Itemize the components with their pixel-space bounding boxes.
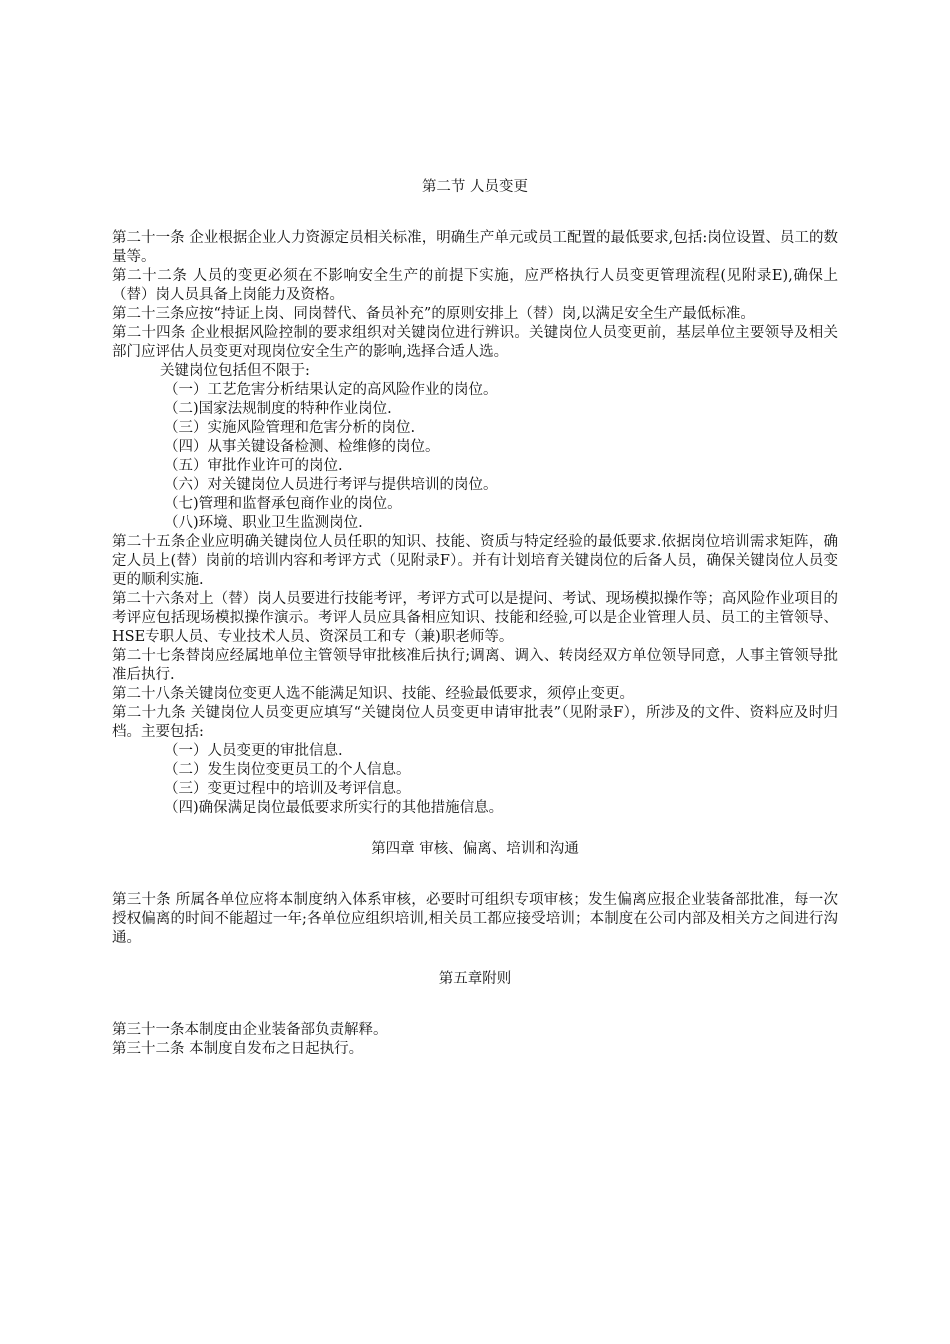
spacer (112, 948, 838, 970)
article-25: 第二十五条企业应明确关键岗位人员任职的知识、技能、资质与特定经验的最低要求.依据岗位培训需求矩阵，确定人员上(替）岗前的培训内容和考评方式（见附录F）。并有计划培育关键岗位的后备人员，确保关键岗位人员变更的顺利实施. (112, 534, 838, 588)
article-24-item: （四）从事关键设备检测、检维修的岗位。 (164, 439, 440, 455)
article-29-item: （二）发生岗位变更员工的个人信息。 (164, 762, 411, 778)
spacer (112, 989, 838, 1021)
spacer (112, 859, 838, 891)
document-body (112, 178, 838, 1059)
article-24-item: （一）工艺危害分析结果认定的高风险作业的岗位。 (164, 382, 498, 398)
spacer (112, 197, 838, 229)
article-24-item: （七)管理和监督承包商作业的岗位。 (164, 496, 402, 512)
article-24: 第二十四条 企业根据风险控制的要求组织对关键岗位进行辨识。关键岗位人员变更前，基层单位主要领导及相关部门应评估人员变更对现岗位安全生产的影响,选择合适人选。 (112, 325, 838, 360)
article-28: 第二十八条关键岗位变更人选不能满足知识、技能、经验最低要求，须停止变更。 (112, 686, 634, 702)
article-21: 第二十一条 企业根据企业人力资源定员相关标准，明确生产单元或员工配置的最低要求,包括:岗位设置、员工的数量等。 (112, 230, 838, 265)
article-24-item: （三）实施风险管理和危害分析的岗位. (164, 420, 416, 436)
article-24-item: （六）对关键岗位人员进行考评与提供培训的岗位。 (164, 477, 498, 493)
article-32: 第三十二条 本制度自发布之日起执行。 (112, 1041, 364, 1057)
article-29: 第二十九条 关键岗位人员变更应填写“关键岗位人员变更申请审批表”（见附录F），所涉及的文件、资料应及时归档。主要包括: (112, 705, 838, 740)
article-27: 第二十七条替岗应经属地单位主管领导审批核准后执行;调离、调入、转岗经双方单位领导同意，人事主管领导批准后执行. (112, 648, 838, 683)
article-29-item: （四)确保满足岗位最低要求所实行的其他措施信息。 (164, 800, 504, 816)
article-26: 第二十六条对上（替）岗人员要进行技能考评，考评方式可以是提问、考试、现场模拟操作等；高风险作业项目的考评应包括现场模拟操作演示。考评人员应具备相应知识、技能和经验,可以是企业管理人员、员工的主管领导、HSE专职人员、专业技术人员、资深员工和专（兼)职老师等。 (112, 591, 838, 645)
section-title-personnel-change: 第二节 人员变更 (421, 179, 529, 195)
article-24-item: （五）审批作业许可的岗位. (164, 458, 343, 474)
article-29-item: （三）变更过程中的培训及考评信息。 (164, 781, 411, 797)
article-30: 第三十条 所属各单位应将本制度纳入体系审核，必要时可组织专项审核；发生偏离应报企业装备部批准，每一次授权偏离的时间不能超过一年;各单位应组织培训,相关员工都应接受培训；本制度在公司内部及相关方之间进行沟通。 (112, 892, 838, 946)
article-23: 第二十三条应按“持证上岗、同岗替代、备员补充”的原则安排上（替）岗,以满足安全生产最低标准。 (112, 306, 755, 322)
article-24-item: （八)环境、职业卫生监测岗位. (164, 515, 363, 531)
spacer (112, 818, 838, 840)
article-29-item: （一）人员变更的审批信息. (164, 743, 343, 759)
article-24-item: （二)国家法规制度的特种作业岗位. (164, 401, 392, 417)
chapter-5-title: 第五章附则 (438, 971, 512, 987)
chapter-4-title: 第四章 审核、偏离、培训和沟通 (371, 841, 579, 857)
article-24-intro: 关键岗位包括但不限于: (160, 363, 310, 379)
article-22: 第二十二条 人员的变更必须在不影响安全生产的前提下实施，应严格执行人员变更管理流程(见附录E),确保上（替）岗人员具备上岗能力及资格。 (112, 268, 838, 303)
article-31: 第三十一条本制度由企业装备部负责解释。 (112, 1022, 388, 1038)
